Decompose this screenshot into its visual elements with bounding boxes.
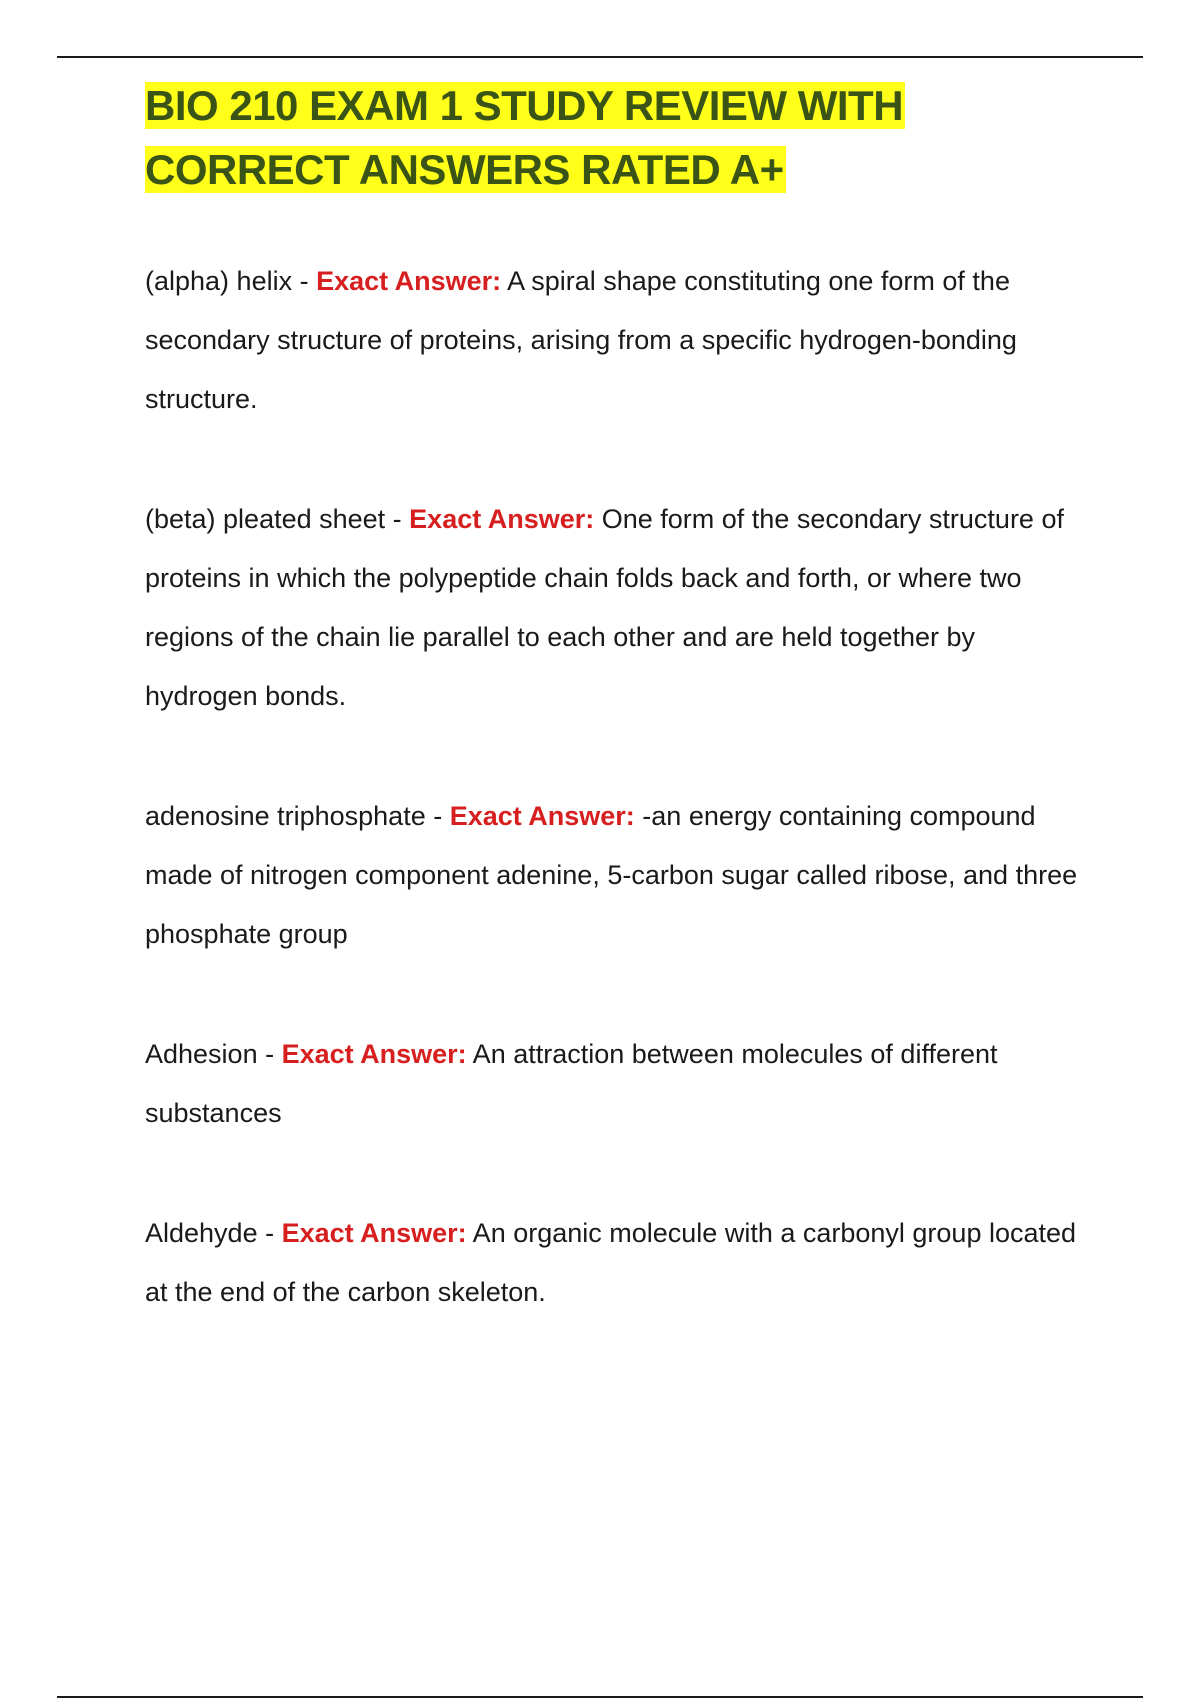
document-body bbox=[145, 74, 1095, 1383]
entry-definition: One form of the secondary structure of proteins in which the polypeptide chain folds back and forth, or where two regions of the chain lie parallel to each other and are held together by hydrogen bonds. bbox=[145, 504, 1064, 711]
entry-term: (alpha) helix - bbox=[145, 266, 317, 296]
entry-definition: An attraction between molecules of different substances bbox=[145, 1039, 998, 1128]
title-highlight: BIO 210 EXAM 1 STUDY REVIEW WITH CORRECT ANSWERS RATED A+ bbox=[145, 82, 904, 193]
entry-alpha-helix bbox=[145, 252, 1095, 429]
exact-answer-label: Exact Answer: bbox=[449, 801, 635, 831]
exact-answer-label: Exact Answer: bbox=[409, 504, 595, 534]
entry-beta-pleated-sheet bbox=[145, 490, 1095, 726]
exact-answer-label: Exact Answer: bbox=[281, 1039, 467, 1069]
top-rule bbox=[57, 56, 1143, 58]
entry-term: adenosine triphosphate - bbox=[145, 801, 450, 831]
entry-adenosine-triphosphate bbox=[145, 787, 1095, 964]
bottom-rule bbox=[57, 1696, 1143, 1698]
exact-answer-label: Exact Answer: bbox=[281, 1218, 467, 1248]
exact-answer-label: Exact Answer: bbox=[316, 266, 502, 296]
document-title bbox=[145, 74, 1095, 202]
entry-term: Adhesion - bbox=[145, 1039, 282, 1069]
entry-definition: A spiral shape constituting one form of the secondary structure of proteins, arising from a specific hydrogen-bonding structure. bbox=[145, 266, 1017, 414]
entry-term: Aldehyde - bbox=[145, 1218, 282, 1248]
entry-adhesion bbox=[145, 1025, 1095, 1143]
entry-definition: An organic molecule with a carbonyl group located at the end of the carbon skeleton. bbox=[145, 1218, 1077, 1307]
entry-list bbox=[145, 252, 1095, 1322]
entry-aldehyde bbox=[145, 1204, 1095, 1322]
entry-term: (beta) pleated sheet - bbox=[145, 504, 410, 534]
entry-definition: -an energy containing compound made of nitrogen component adenine, 5-carbon sugar called ribose, and three phosphate group bbox=[145, 801, 1078, 949]
